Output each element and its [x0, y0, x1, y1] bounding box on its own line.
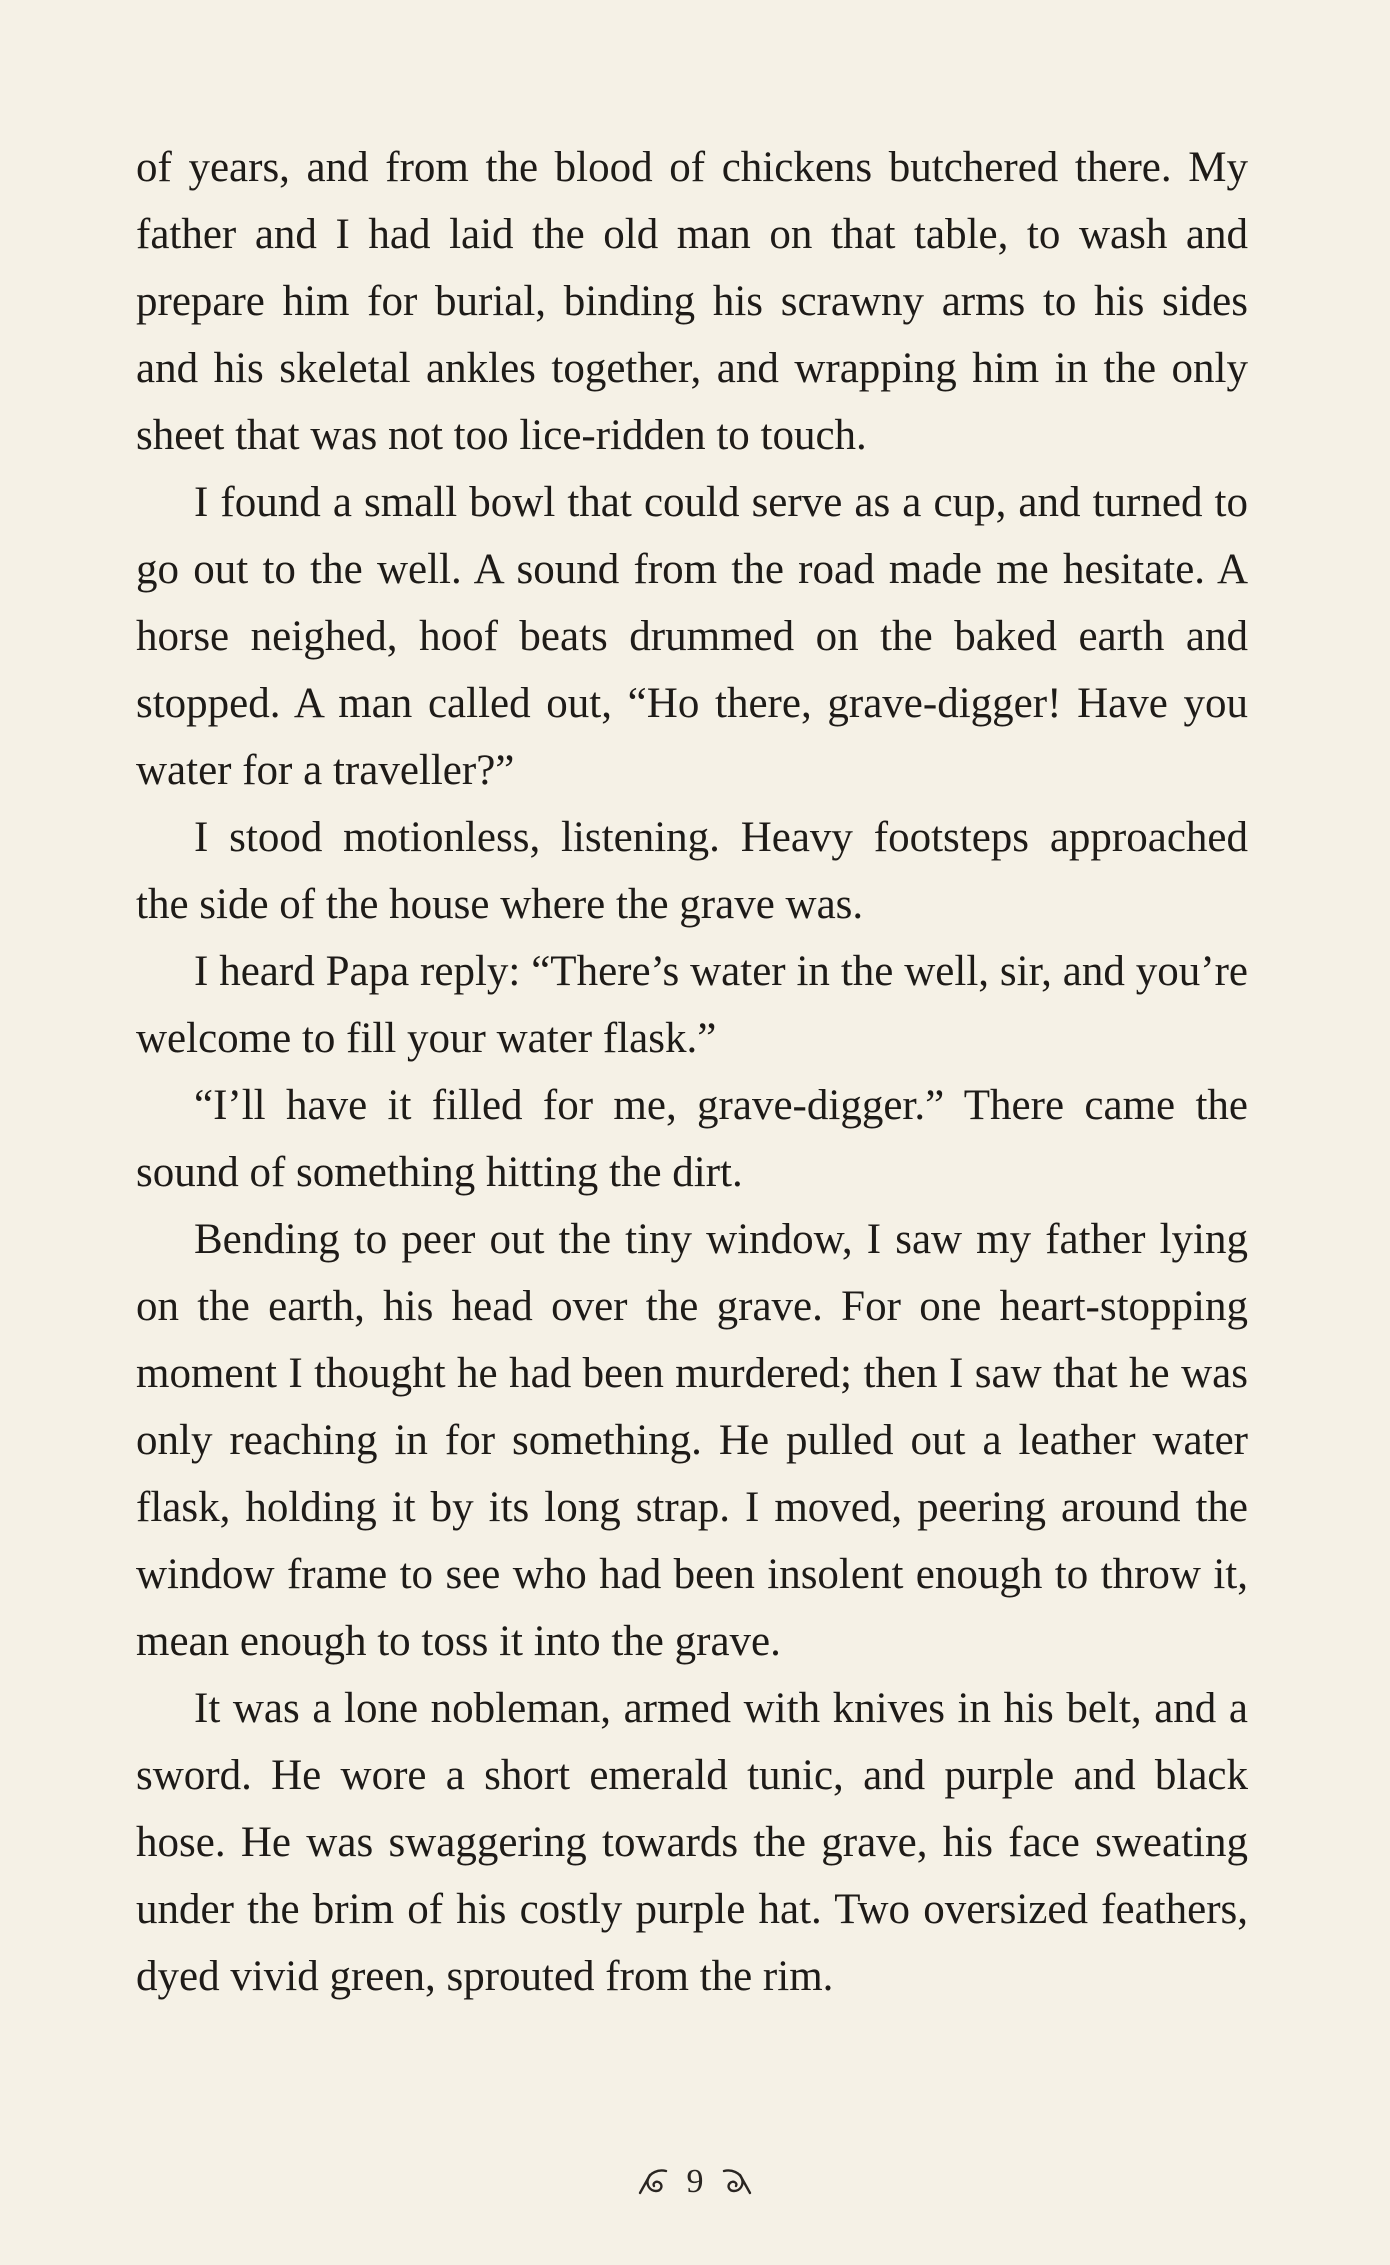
body-text: [136, 134, 1248, 2010]
paragraph-continued: of years, and from the blood of chickens butchered there. My father and I had laid the old man on that table, to wash and prepare him for burial, binding his scrawny arms to his sides and his skeletal ankles together, and wrapping him in the only sheet that was not too lice-ridden to touch.: [136, 144, 1248, 459]
paragraph: “I’ll have it filled for me, grave-digger.” There came the sound of something hitting the dirt.: [136, 1082, 1248, 1196]
paragraph: I found a small bowl that could serve as a cup, and turned to go out to the well. A sound from the road made me hesitate. A horse neighed, hoof beats drummed on the baked earth and stopped. A man called out, “Ho there, grave-digger! Have you water for a traveller?”: [136, 479, 1248, 794]
page-folio: [0, 2160, 1390, 2202]
paragraph: I heard Papa reply: “There’s water in the well, sir, and you’re welcome to fill your water flask.”: [136, 948, 1248, 1062]
paragraph: It was a lone nobleman, armed with knives in his belt, and a sword. He wore a short emerald tunic, and purple and black hose. He was swaggering towards the grave, his face sweating under the brim of his costly purple hat. Two oversized feathers, dyed vivid green, sprouted from the rim.: [136, 1685, 1248, 2000]
page-number: 9: [686, 2163, 704, 2201]
paragraph: Bending to peer out the tiny window, I saw my father lying on the earth, his head over the grave. For one heart-stopping moment I thought he had been murdered; then I saw that he was only reaching in for something. He pulled out a leather water flask, holding it by its long strap. I moved, peering around the window frame to see who had been insolent enough to throw it, mean enough to toss it into the grave.: [136, 1216, 1248, 1665]
paragraph: I stood motionless, listening. Heavy footsteps approached the side of the house where the grave was.: [136, 814, 1248, 928]
ornament-left-icon: [636, 2167, 670, 2197]
ornament-right-icon: [720, 2167, 754, 2197]
